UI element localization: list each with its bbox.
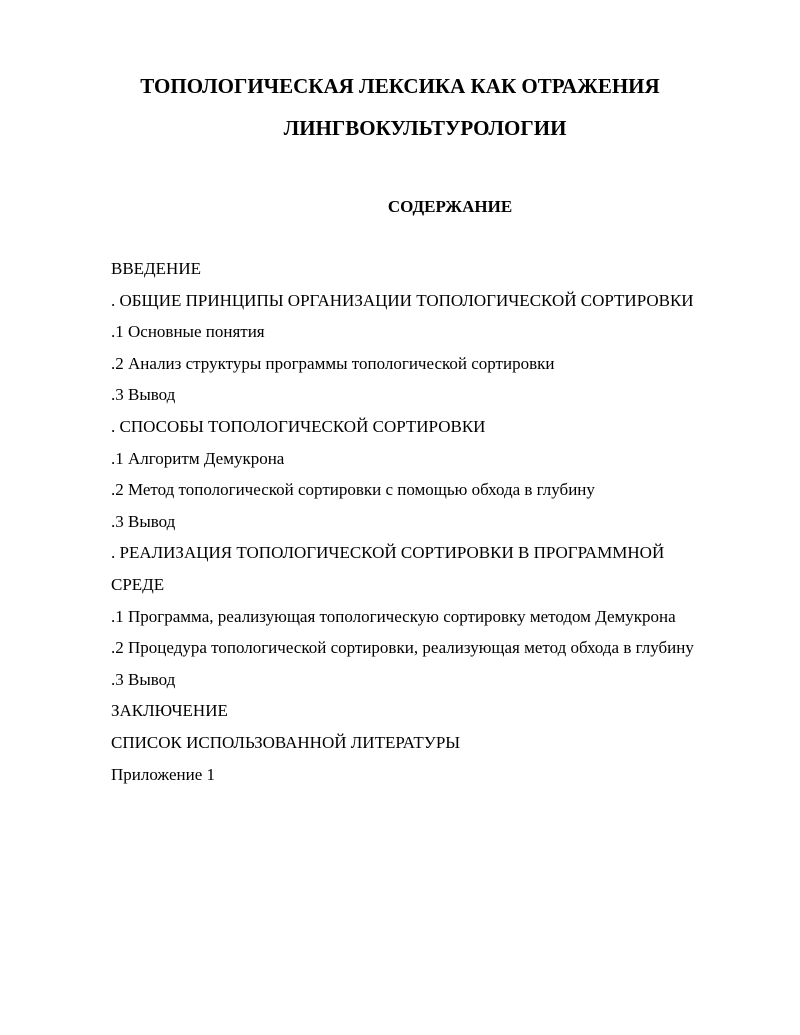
toc-entry-3-2: .2 Процедура топологической сортировки, реализующая метод обхода в глубину bbox=[111, 638, 694, 658]
toc-entry-conclusion: ЗАКЛЮЧЕНИЕ bbox=[111, 701, 228, 721]
toc-entry-chapter-1: . ОБЩИЕ ПРИНЦИПЫ ОРГАНИЗАЦИИ ТОПОЛОГИЧЕСКОЙ СОРТИРОВКИ bbox=[111, 290, 694, 310]
toc-entry-3-1: .1 Программа, реализующая топологическую сортировку методом Демукрона bbox=[111, 606, 676, 626]
toc-entry-1-1: .1 Основные понятия bbox=[111, 322, 265, 342]
toc-entry-introduction: ВВЕДЕНИЕ bbox=[111, 259, 201, 278]
toc-entry-references: СПИСОК ИСПОЛЬЗОВАННОЙ ЛИТЕРАТУРЫ bbox=[111, 732, 461, 752]
document-title-line-2: ЛИНГВОКУЛЬТУРОЛОГИИ bbox=[283, 116, 567, 140]
contents-heading: СОДЕРЖАНИЕ bbox=[387, 197, 513, 216]
toc-entry-chapter-2: . СПОСОБЫ ТОПОЛОГИЧЕСКОЙ СОРТИРОВКИ bbox=[111, 416, 486, 436]
toc-entry-1-2: .2 Анализ структуры программы топологической сортировки bbox=[111, 353, 555, 373]
toc-entry-3-3: .3 Вывод bbox=[111, 669, 176, 689]
toc-entry-chapter-3: . РЕАЛИЗАЦИЯ ТОПОЛОГИЧЕСКОЙ СОРТИРОВКИ В ПРОГРАММНОЙ bbox=[111, 543, 665, 563]
table-of-contents bbox=[111, 258, 771, 795]
toc-entry-2-3: .3 Вывод bbox=[111, 511, 176, 531]
document-title-line-1: ТОПОЛОГИЧЕСКАЯ ЛЕКСИКА КАК ОТРАЖЕНИЯ bbox=[140, 74, 660, 98]
toc-entry-chapter-3-continued: СРЕДЕ bbox=[111, 574, 165, 594]
toc-entry-2-1: .1 Алгоритм Демукрона bbox=[111, 448, 285, 468]
toc-entry-1-3: .3 Вывод bbox=[111, 385, 176, 405]
toc-entry-appendix-1: Приложение 1 bbox=[111, 764, 215, 784]
toc-entry-2-2: .2 Метод топологической сортировки с помощью обхода в глубину bbox=[111, 480, 595, 500]
